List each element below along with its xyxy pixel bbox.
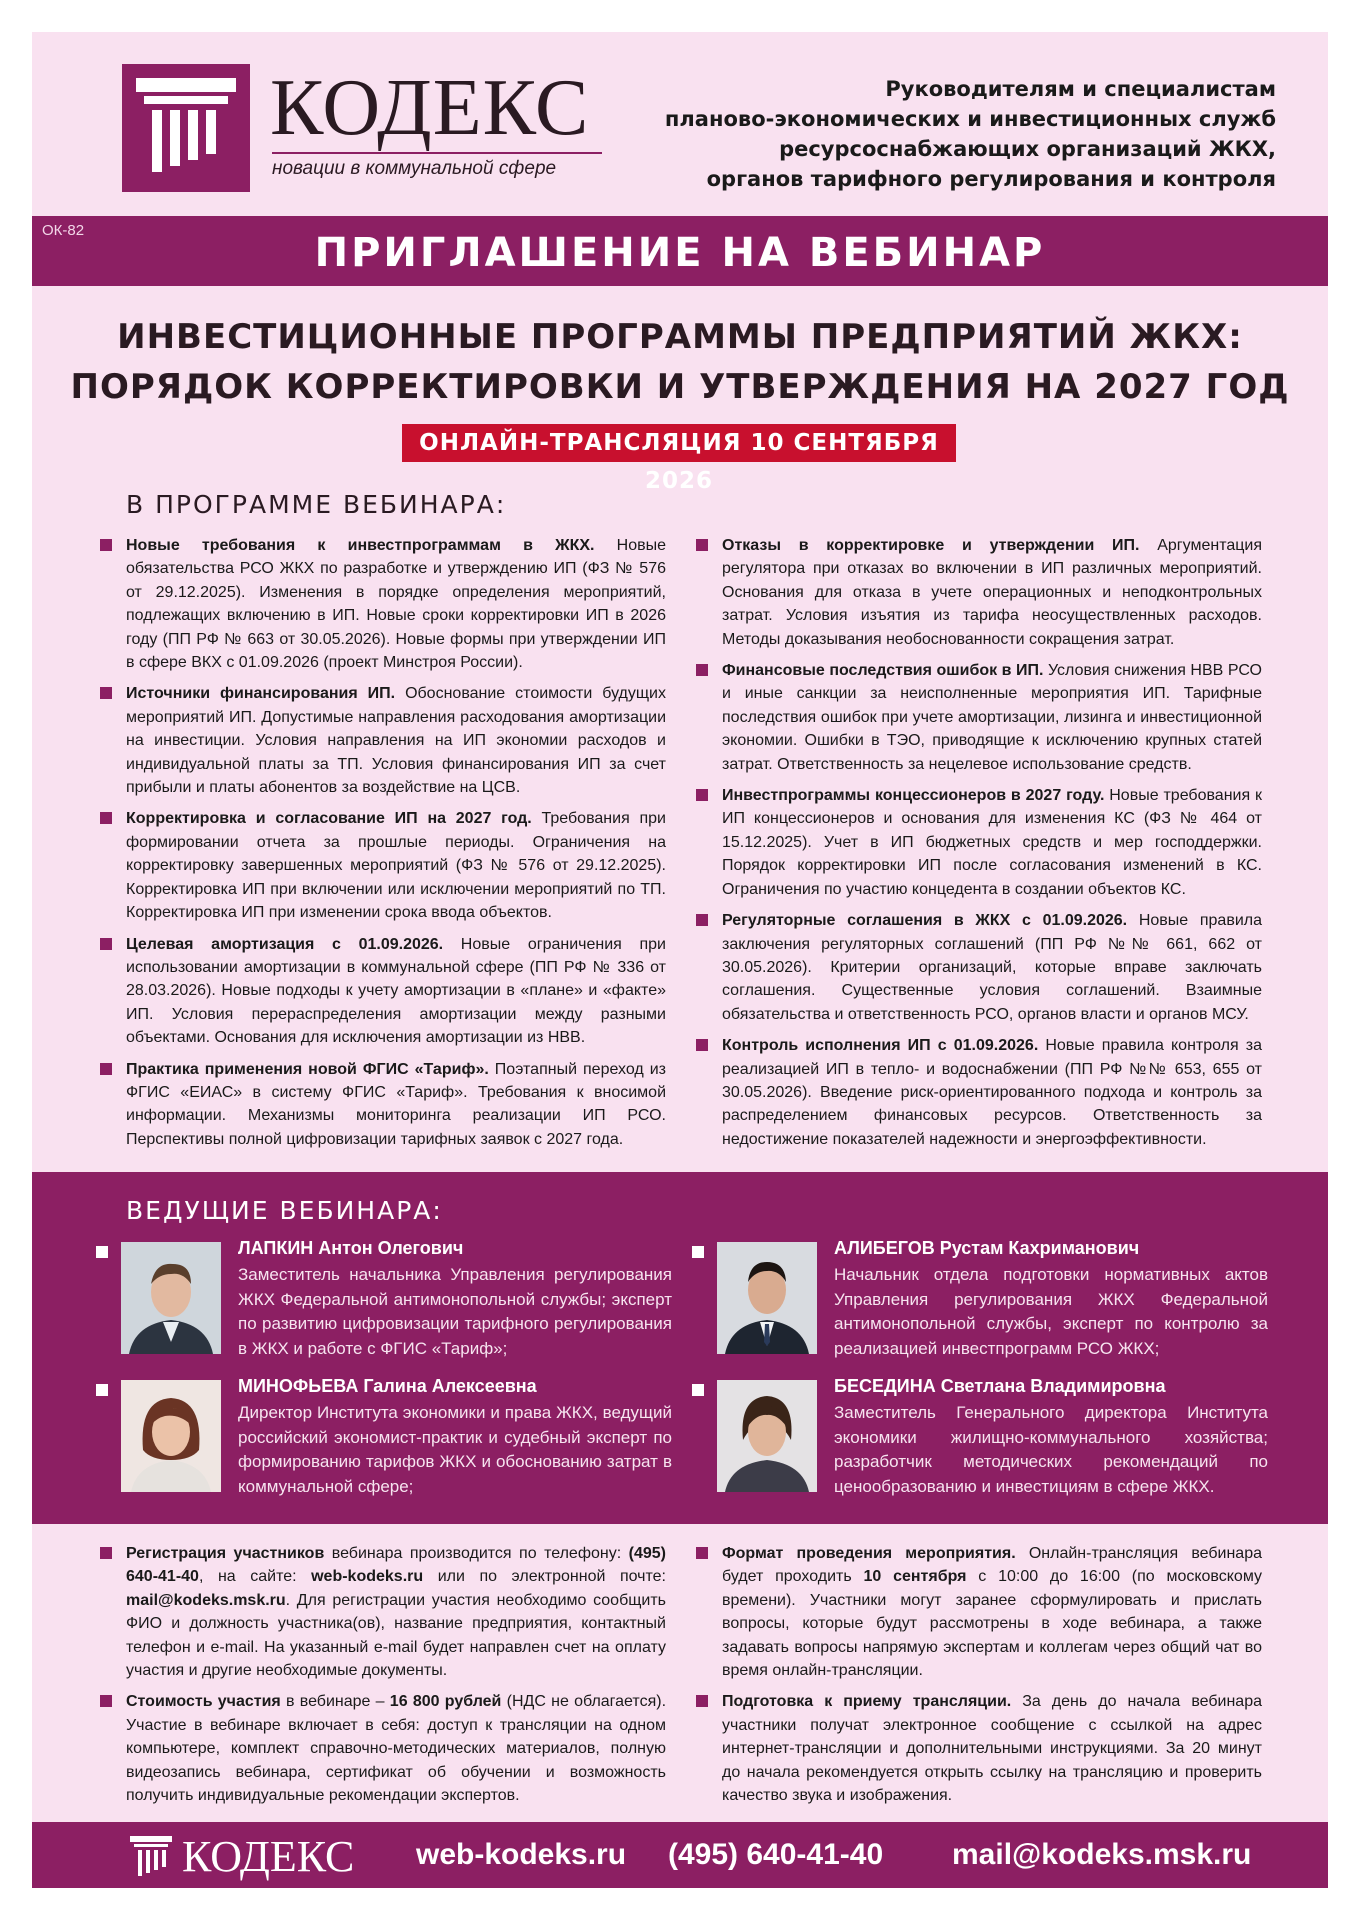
- bullet-square-icon: [696, 789, 708, 801]
- document-code: ОК-82: [42, 222, 85, 239]
- speakers-section: [32, 1172, 1328, 1524]
- item-heading: Контроль исполнения ИП с 01.09.2026.: [722, 1037, 1039, 1055]
- speaker-description: Заместитель начальника Управления регулирования ЖКХ Федеральной антимонопольной службы; эксперт по развитию цифровизации тарифного регулирования в ЖКХ и работе с ФГИС «Тариф»;: [238, 1265, 672, 1358]
- bullet-square-icon: [696, 539, 708, 551]
- item-text: Условия снижения НВВ РСО и иные санкции за неисполненные мероприятия ИП. Тарифные последствия ошибок при учете амортизации, лизинга и инвестиционной экономии. Ошибки в ТЭО, приводящие к исключению крупных статей затрат. Ответственность за нецелевое использование средств.: [722, 662, 1262, 773]
- item-heading: Регистрация участников: [126, 1545, 325, 1562]
- banner-title: ПРИГЛАШЕНИЕ НА ВЕБИНАР: [314, 230, 1046, 276]
- bullet-square-icon: [696, 1695, 708, 1707]
- item-heading: Регуляторные соглашения в ЖКХ с 01.09.2026.: [722, 912, 1128, 930]
- bullet-square-icon: [692, 1384, 704, 1396]
- bullet-square-icon: [100, 1547, 112, 1559]
- program-item: [98, 534, 666, 674]
- speaker-photo: [121, 1242, 221, 1354]
- speakers-heading: ВЕДУЩИЕ ВЕБИНАРА:: [126, 1196, 443, 1225]
- footer-email-link[interactable]: mail@kodeks.msk.ru: [952, 1838, 1252, 1871]
- item-heading: Отказы в корректировке и утверждении ИП.: [722, 537, 1140, 554]
- audience-line: Руководителям и специалистам: [885, 77, 1276, 101]
- preparation-info: [694, 1690, 1262, 1807]
- item-heading: Формат проведения мероприятия.: [722, 1545, 1016, 1562]
- registration-site-link[interactable]: web-kodeks.ru: [311, 1568, 424, 1586]
- speaker-description: Начальник отдела подготовки нормативных актов Управления регулирования ЖКХ Федеральной антимонопольной службы, эксперт по контролю за реализацией инвестпрограмм РСО ЖКХ;: [834, 1265, 1268, 1358]
- footer-site-link[interactable]: web-kodeks.ru: [416, 1838, 627, 1871]
- item-text: Онлайн-трансляция вебинара будет проходить: [722, 1545, 1262, 1586]
- item-text: За день до начала вебинара участники получат электронное сообщение с ссылкой на адрес интернет-трансляции и дополнительными инструкциями. За 20 минут до начала рекомендуется открыть ссылку на трансляцию и проверить качество звука и изображения.: [722, 1693, 1262, 1805]
- bullet-square-icon: [100, 539, 112, 551]
- item-heading: Подготовка к приему трансляции.: [722, 1693, 1012, 1711]
- bullet-square-icon: [100, 938, 112, 950]
- speaker-description: Заместитель Генерального директора Института экономики жилищно-коммунального хозяйства; разработчик методических рекомендаций по ценообразованию и инвестициям в сфере ЖКХ.: [834, 1403, 1268, 1496]
- price-value: 16 800 рублей: [389, 1693, 502, 1711]
- bullet-square-icon: [696, 1547, 708, 1559]
- program-item: [98, 682, 666, 799]
- audience-line: планово-экономических и инвестиционных служб: [664, 107, 1276, 131]
- speaker-name: БЕСЕДИНА Светлана Владимировна: [834, 1376, 1166, 1396]
- program-item: [694, 534, 1262, 651]
- speaker-card: [96, 1376, 696, 1496]
- item-text: Новые ограничения при использовании амортизации в коммунальной сфере (ПП РФ № 336 от 28.03.2026). Новые подходы к учету амортизации в «плане» и «факте» ИП. Условия перераспределения амортизации между разными объектами. Основания для исключения амортизации из НВВ.: [126, 935, 666, 1047]
- registration-info: [98, 1542, 666, 1682]
- bullet-square-icon: [100, 1695, 112, 1707]
- item-text: Новые правила заключения регуляторных соглашений (ПП РФ №№ 661, 662 от 30.05.2026). Критерии организаций, которые вправе заключать соглашения. Существенные условия соглашений. Взаимные обязательства и ответственность РСО, органов власти и органов МСУ.: [722, 912, 1262, 1023]
- contact-footer: [32, 1822, 1328, 1888]
- item-text: с 10:00 до 16:00 (по московскому времени). Участники могут заранее сформулировать и прислать вопросы, которые будут рассмотрены в ходе вебинара, а также задавать вопросы напрямую экспертам и коллегам через общий чат во время онлайн-трансляции.: [722, 1568, 1263, 1680]
- audience-line: органов тарифного регулирования и контроля: [706, 167, 1276, 191]
- title-line: ПОРЯДОК КОРРЕКТИРОВКИ И УТВЕРЖДЕНИЯ НА 2027 ГОД: [70, 367, 1290, 407]
- footer-brand: КОДЕКС: [182, 1832, 355, 1881]
- bullet-square-icon: [692, 1246, 704, 1258]
- bullet-square-icon: [696, 914, 708, 926]
- item-heading: Корректировка и согласование ИП на 2027 год.: [126, 810, 532, 828]
- item-text: или по электронной почте:: [423, 1568, 667, 1586]
- format-info: [694, 1542, 1262, 1682]
- brand-wordmark: КОДЕКС: [270, 64, 590, 152]
- item-text: Новые требования к ИП концессионеров и основания для изменения КС (ФЗ № 464 от 15.12.2025). Учет в ИП бюджетных средств и мер господдержки. Порядок корректировки ИП после согласования изменений в КС. Ограничения по участию концедента в создании объектов КС.: [722, 787, 1262, 898]
- bullet-square-icon: [100, 1063, 112, 1075]
- event-date: 10 сентября: [863, 1568, 967, 1586]
- program-column-right: [694, 534, 1262, 1159]
- bullet-square-icon: [96, 1246, 108, 1258]
- item-text: вебинара производится по телефону:: [324, 1545, 629, 1562]
- kodeks-logo-icon: [122, 64, 250, 192]
- program-item: [694, 784, 1262, 901]
- info-column-left: [98, 1542, 666, 1815]
- item-heading: Финансовые последствия ошибок в ИП.: [722, 662, 1044, 680]
- live-date-badge: ОНЛАЙН-ТРАНСЛЯЦИЯ 10 СЕНТЯБРЯ 2026: [402, 424, 956, 462]
- speaker-photo: [717, 1242, 817, 1354]
- speaker-photo: [121, 1380, 221, 1492]
- program-item: [98, 933, 666, 1050]
- kodeks-logo-icon: [128, 1832, 174, 1878]
- invitation-banner: [32, 216, 1328, 286]
- target-audience: [665, 74, 1276, 194]
- speaker-card: [692, 1376, 1292, 1496]
- registration-phone: (495) 640-41-40: [126, 1545, 666, 1586]
- program-item: [694, 659, 1262, 776]
- brand-rule: [272, 152, 602, 154]
- item-heading: Стоимость участия: [126, 1693, 281, 1711]
- program-item: [98, 1058, 666, 1152]
- speaker-name: АЛИБЕГОВ Рустам Кахриманович: [834, 1238, 1140, 1258]
- registration-email-link[interactable]: mail@kodeks.msk.ru: [126, 1591, 286, 1609]
- item-text: Поэтапный переход из ФГИС «ЕИАС» в систему ФГИС «Тариф». Требования к вносимой информации. Механизмы мониторинга реализации ИП РСО. Перспективы полной цифровизации тарифных заявок с 2027 года.: [126, 1060, 667, 1148]
- info-column-right: [694, 1542, 1262, 1815]
- item-text: , на сайте:: [198, 1568, 312, 1586]
- brand-tagline: новации в коммунальной сфере: [272, 158, 557, 179]
- program-item: [694, 1034, 1262, 1151]
- item-text: Новые обязательства РСО ЖКХ по разработке и утверждению ИП (ФЗ № 576 от 29.12.2025). Изменения в порядке определения мероприятий, подлежащих включению в ИП. Новые сроки корректировки ИП в 2026 году (ПП РФ № 663 от 30.05.2026). Новые формы при утверждении ИП в сфере ВКХ с 01.09.2026 (проект Минстроя России).: [126, 537, 666, 672]
- bullet-square-icon: [100, 812, 112, 824]
- program-item: [98, 807, 666, 924]
- item-text: Аргументация регулятора при отказах во включении в ИП различных мероприятий. Основания для отказа в учете операционных и неподконтрольных затрат. Условия изъятия из тарифа неосуществленных расходов. Методы доказывания необоснованности сокращения затрат.: [722, 537, 1263, 648]
- speaker-card: [96, 1238, 696, 1358]
- invitation-page: [32, 32, 1328, 1888]
- item-heading: Инвестпрограммы концессионеров в 2027 году.: [722, 787, 1105, 805]
- item-text: Требования при формировании отчета за прошлые периоды. Ограничения на корректировку завершенных мероприятий (ФЗ № 576 от 29.12.2025). Корректировка ИП при включении или исключении мероприятий по ТП. Корректировка ИП при изменении срока ввода объектов.: [126, 810, 666, 922]
- item-text: Обоснование стоимости будущих мероприятий ИП. Допустимые направления расходования амортизации на инвестиции. Условия направления на ИП экономии расходов и индивидуальной платы за ТП. Условия финансирования ИП за счет прибыли и платы абонентов за воздействие на ЦСВ.: [126, 685, 666, 797]
- item-heading: Новые требования к инвестпрограммам в ЖКХ.: [126, 537, 595, 554]
- program-heading: В ПРОГРАММЕ ВЕБИНАРА:: [126, 490, 507, 519]
- title-line: ИНВЕСТИЦИОННЫЕ ПРОГРАММЫ ПРЕДПРИЯТИЙ ЖКХ:: [117, 317, 1243, 357]
- speaker-name: ЛАПКИН Антон Олегович: [238, 1238, 464, 1258]
- program-item: [694, 909, 1262, 1026]
- speaker-photo: [717, 1380, 817, 1492]
- audience-line: ресурсоснабжающих организаций ЖКХ,: [779, 137, 1276, 161]
- speaker-name: МИНОФЬЕВА Галина Алексеевна: [238, 1376, 537, 1396]
- speaker-card: [692, 1238, 1292, 1358]
- item-text: Новые правила контроля за реализацией ИП в тепло- и водоснабжении (ПП РФ №№ 653, 655 от 30.05.2026). Введение риск-ориентированного подхода и контроль за распределением финансовых ресурсов. Ответственность за недостижение показателей надежности и энергоэффективности.: [722, 1037, 1262, 1148]
- item-heading: Целевая амортизация с 01.09.2026.: [126, 935, 444, 953]
- bullet-square-icon: [100, 687, 112, 699]
- bullet-square-icon: [696, 664, 708, 676]
- item-text: (НДС не облагается). Участие в вебинаре включает в себя: доступ к трансляции на одном компьютере, комплект справочно-методических материалов, полную видеозапись вебинара, сертификат об обучении и возможность получить индивидуальные рекомендации экспертов.: [126, 1693, 667, 1805]
- footer-phone[interactable]: (495) 640-41-40: [668, 1838, 884, 1871]
- cost-info: [98, 1690, 666, 1807]
- item-heading: Практика применения новой ФГИС «Тариф».: [126, 1060, 489, 1078]
- item-text: . Для регистрации участия необходимо сообщить ФИО и должность участника(ов), название предприятия, контактный телефон и e-mail. На указанный e-mail будет направлен счет на оплату участия и другие необходимые документы.: [126, 1591, 666, 1680]
- bullet-square-icon: [696, 1039, 708, 1051]
- webinar-title: [32, 312, 1328, 412]
- item-heading: Источники финансирования ИП.: [126, 685, 396, 703]
- bullet-square-icon: [96, 1384, 108, 1396]
- item-text: в вебинаре –: [280, 1693, 390, 1711]
- speaker-description: Директор Института экономики и права ЖКХ, ведущий российский экономист-практик и судебный эксперт по формированию тарифов ЖКХ и обоснованию затрат в коммунальной сфере;: [238, 1403, 672, 1496]
- program-column-left: [98, 534, 666, 1159]
